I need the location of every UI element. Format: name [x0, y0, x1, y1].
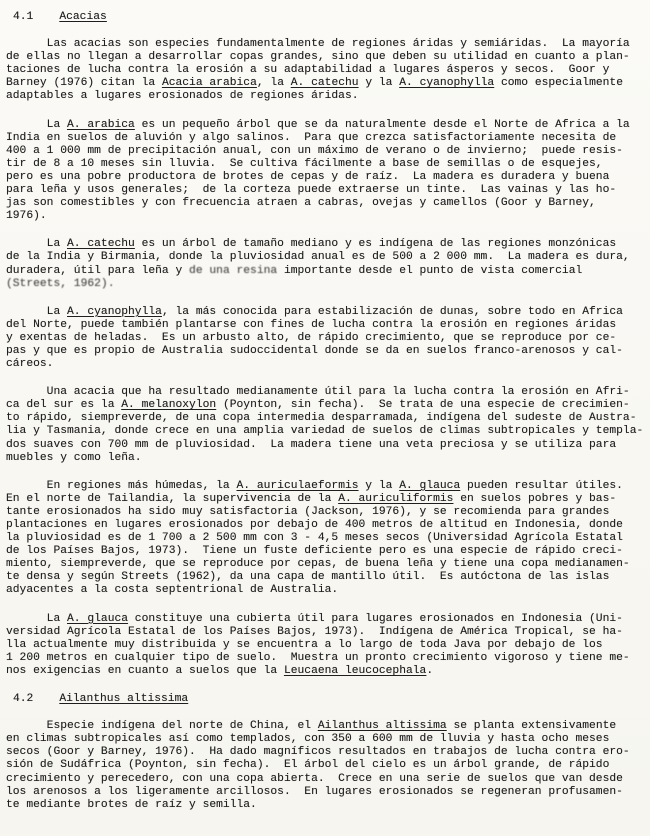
text-run: crecimiento y perecedero, con una copa abierta. Crece en una serie de suelos que van desde — [6, 772, 623, 785]
text-line — [6, 545, 646, 558]
text-run: India en suelos de aluvión y algo salinos. Para que crezca satisfactoriamente necesita de — [6, 131, 617, 144]
text-line — [6, 584, 646, 597]
text-run: versidad Agrícola Estatal de los Países Bajos, 1973). Indígena de América Tropical, se ha- — [6, 625, 623, 638]
text-run: adyacentes a la costa septentrional de Australia. — [6, 584, 339, 597]
species-name: Acacia arabica — [161, 77, 257, 90]
text-run: te densa y según Streets (1962), da una capa de mantillo útil. Es autóctona de las islas — [6, 571, 610, 584]
text-run: to rápido, siempreverde, de una copa intermedia desparramada, indígena del sudeste de Austra- — [6, 412, 637, 425]
text-run: Especie indígena del norte de China, el — [6, 720, 318, 733]
text-run: como especialmente — [494, 77, 623, 90]
section-title: Ailanthus altissima — [59, 693, 189, 706]
text-run: te mediante brotes de raíz y semilla. — [6, 798, 257, 811]
text-run: los arenosos a los ligeramente arcillosos. En lugares erosionados se regeneran profusamen- — [6, 785, 623, 798]
text-run: es un árbol de tamaño mediano y es indígena de las regiones monzónicas — [134, 238, 617, 251]
text-run: del Norte, puede también plantarse con fines de lucha contra la erosión en regiones áridas — [6, 318, 617, 331]
text-line — [6, 358, 646, 371]
text-run: plantaciones en lugares erosionados por debajo de 400 metros de altitud en Indonesia, donde — [6, 519, 623, 531]
text-run: En regiones más húmedas, la — [6, 479, 237, 492]
text-run: , la — [256, 77, 291, 90]
paragraph — [6, 238, 646, 290]
text-line — [6, 652, 646, 665]
text-run: , la más conocida para estabilización de dunas, sobre todo en Africa — [161, 305, 623, 318]
paragraph — [6, 386, 646, 465]
text-run: La — [6, 118, 68, 131]
text-line — [6, 452, 646, 465]
text-run: Las acacias son especies fundamentalmente de regiones áridas y semiáridas. La mayoría — [6, 38, 630, 51]
text-run: miento, siempreverde, que se reproduce por cepas, de buena leña y tiene una copa medianamen- — [6, 558, 630, 571]
text-run: jas son comestibles y con frecuencia atraen a cabras, ovejas y camellos (Goor y Barney, — [6, 197, 596, 210]
text-run: 1976). — [6, 210, 47, 223]
text-line — [6, 51, 646, 64]
text-line — [6, 332, 646, 345]
section-heading — [6, 11, 646, 24]
document-content — [6, 11, 646, 812]
text-line — [6, 77, 646, 90]
section-number: 4.1 — [13, 11, 34, 23]
text-run: importante desde el punto de vista comercial — [277, 264, 583, 277]
species-name: A. auriculaeformis — [236, 479, 359, 492]
species-name: A. catechu — [290, 77, 359, 90]
paragraph — [6, 613, 646, 678]
text-run: es un pequeño árbol que se da naturalmente desde el Norte de Africa a la — [134, 118, 630, 131]
text-line — [6, 773, 646, 786]
text-line — [6, 626, 646, 639]
text-run: adaptables a lugares erosionados de regiones áridas. — [6, 90, 359, 103]
text-run: dos suaves con 700 mm de pluviosidad. La madera tiene una veta preciosa y se utiliza para — [6, 438, 617, 451]
text-line — [6, 38, 646, 51]
species-name: Ailanthus altissima — [317, 720, 447, 733]
text-line — [6, 665, 646, 678]
species-name: A. melanoxylon — [121, 399, 217, 412]
text-line — [6, 319, 646, 332]
text-line — [6, 746, 646, 759]
text-line — [6, 613, 646, 626]
text-line — [6, 786, 646, 799]
text-run: de los Países Bajos, 1973). Tiene un fuste deficiente pero es una especie de rápido creci- — [6, 545, 623, 558]
text-line — [6, 145, 646, 158]
text-line — [6, 399, 646, 412]
text-line — [6, 519, 646, 532]
text-run: 400 a 1 000 mm de precipitación anual, con un máximo de verano o de invierno; puede resis- — [6, 144, 623, 157]
text-run: En el norte de Tailandia, la supervivencia de la — [6, 492, 339, 505]
species-name: A. glauca — [67, 612, 129, 625]
smudged-text: (Streets, 1962). — [6, 277, 115, 290]
text-line — [6, 733, 646, 746]
text-run: pas y que es propio de Australia sudoccidental donde se da en suelos franco-arenosos y cal- — [6, 344, 623, 357]
text-line — [6, 238, 646, 251]
section-heading — [6, 693, 646, 706]
text-run: y la — [358, 77, 400, 90]
species-name: A. catechu — [67, 238, 135, 251]
text-run: La — [6, 612, 68, 625]
text-line — [6, 278, 646, 291]
text-line — [6, 64, 646, 77]
text-line — [6, 532, 646, 545]
text-line — [6, 759, 646, 772]
text-run: y exentas de heladas. Es un arbusto alto, de rápido crecimiento, que se reproduce por ce- — [6, 331, 617, 344]
text-run: (Poynton, sin fecha). Se trata de una especie de crecimien- — [216, 399, 630, 412]
text-run: La — [6, 238, 68, 251]
text-run: pero es una pobre productora de brotes de cepas y de raíz. La madera es duradera y buena — [6, 170, 610, 183]
text-run: muebles y como leña. — [6, 451, 142, 464]
text-run: cáreos. — [6, 358, 54, 371]
paragraph — [6, 38, 646, 103]
text-line — [6, 306, 646, 319]
text-run: tir de 8 a 10 meses sin lluvia. Se cultiva fácilmente a base de semillas o de esquejes, — [6, 157, 603, 170]
text-line — [6, 493, 646, 506]
species-name: A. glauca — [399, 479, 461, 492]
text-line — [6, 184, 646, 197]
text-run: tante erosionados ha sido muy satisfactoria (Jackson, 1976), y se recomienda para grandes — [6, 505, 610, 518]
species-name: A. cyanophylla — [399, 77, 495, 90]
text-line — [6, 386, 646, 399]
section-number: 4.2 — [13, 693, 34, 706]
text-line — [6, 210, 646, 223]
text-run: y la — [358, 479, 400, 492]
smudged-text: de una resina — [189, 264, 278, 277]
paragraph — [6, 306, 646, 371]
text-run: de la India y Birmania, donde la pluviosidad anual es de 500 a 2 000 mm. La madera es dura, — [6, 251, 630, 264]
text-run: . — [426, 664, 434, 677]
text-run: constituye una cubierta útil para lugares erosionados en Indonesia (Uni- — [128, 612, 623, 625]
text-run: lia y Tasmania, donde crece en una amplia variedad de suelos de climas subtropicales y templa- — [6, 425, 644, 438]
text-run: nos exigencias en cuanto a suelos que la — [6, 664, 284, 677]
text-line — [6, 171, 646, 184]
species-name: Leucaena leucocephala — [283, 664, 427, 677]
text-line — [6, 439, 646, 452]
text-run: se planta extensivamente — [446, 720, 617, 733]
text-run: pueden resultar útiles. — [460, 479, 623, 492]
text-line — [6, 506, 646, 519]
text-line — [6, 799, 646, 812]
text-line — [6, 132, 646, 145]
paragraph — [6, 480, 646, 598]
text-line — [6, 265, 646, 278]
text-line — [6, 251, 646, 264]
text-line — [6, 197, 646, 210]
text-line — [6, 571, 646, 584]
text-run: para leña y usos generales; de la corteza puede extraerse un tinte. Las vainas y las ho- — [6, 184, 617, 197]
text-line — [6, 345, 646, 358]
text-line — [6, 558, 646, 571]
text-run: lla actualmente muy distribuida y se encuentra a lo largo de toda Java por debajo de los — [6, 638, 603, 651]
text-run: sión de Sudáfrica (Poynton, sin fecha). El árbol del cielo es un árbol grande, de rápido — [6, 759, 610, 772]
text-run: secos (Goor y Barney, 1976). Ha dado magníficos resultados en trabajos de lucha contra ero- — [6, 746, 630, 759]
text-run: duradera, útil para leña y — [6, 264, 190, 277]
species-name: A. arabica — [67, 118, 135, 131]
paragraph — [6, 119, 646, 224]
text-line — [6, 425, 646, 438]
species-name: A. auriculiformis — [338, 492, 454, 505]
text-run: taciones de lucha contra la erosión a su adaptabilidad a lugares ásperos y secos. Goor y — [6, 64, 610, 77]
text-line — [6, 639, 646, 652]
text-run: de ellas no llegan a desarrollar copas grandes, sino que deben su utilidad en cuanto a plan- — [6, 51, 630, 64]
text-run: Una acacia que ha resultado medianamente útil para la lucha contra la erosión en Afri- — [6, 386, 630, 399]
text-run: la pluviosidad es de 1 700 a 2 500 mm con 3 - 4,5 meses secos (Universidad Agrícola Estatal — [6, 532, 623, 545]
text-line — [6, 158, 646, 171]
text-run: en climas subtropicales así como templados, con 350 a 600 mm de lluvia y hasta ocho meses — [6, 733, 610, 746]
text-line — [6, 480, 646, 493]
text-line — [6, 412, 646, 425]
text-line — [6, 90, 646, 103]
text-run: en suelos pobres y bas- — [453, 492, 617, 505]
paragraph — [6, 720, 646, 812]
text-run: La — [6, 305, 68, 318]
section-title: Acacias — [59, 11, 107, 23]
text-run: Barney (1976) citan la — [6, 77, 162, 90]
species-name: A. cyanophylla — [67, 305, 162, 318]
text-line — [6, 119, 646, 132]
text-line — [6, 720, 646, 733]
text-run: ca del sur es la — [6, 399, 122, 412]
text-run: 1 200 metros en cualquier tipo de suelo. Muestra un pronto crecimiento vigoroso y tiene me- — [6, 651, 630, 664]
